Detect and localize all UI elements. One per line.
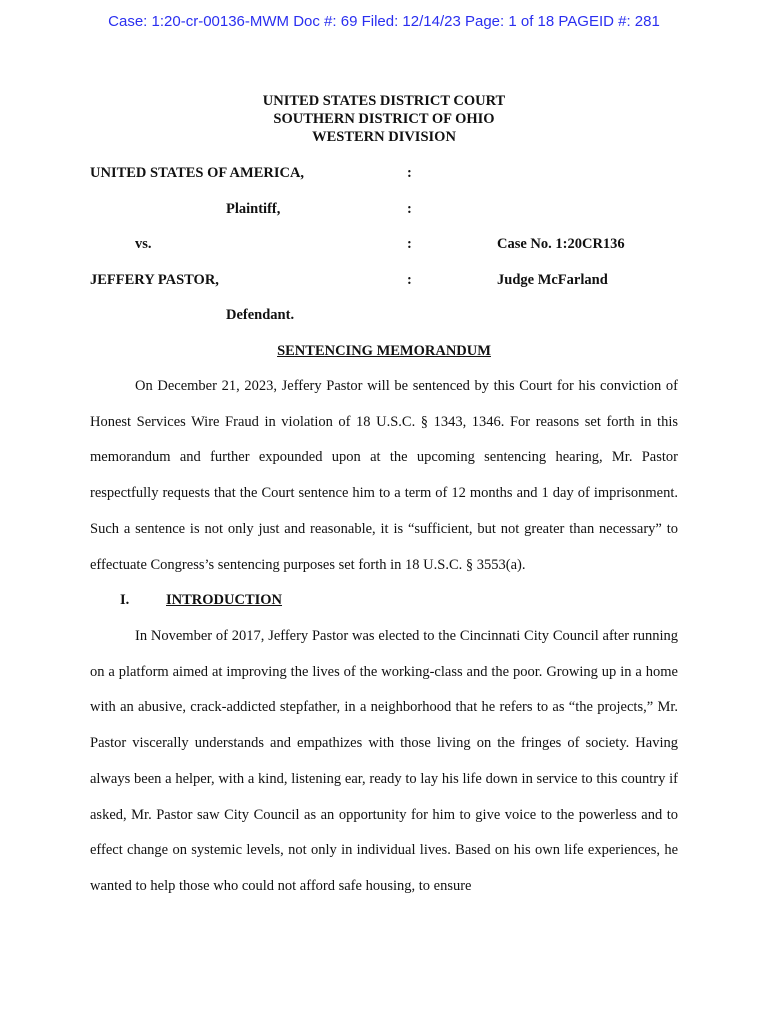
court-district: SOUTHERN DISTRICT OF OHIO [273,111,495,127]
versus-label: vs. [135,236,152,252]
section-title: INTRODUCTION [166,592,283,608]
section-number: I. [120,592,130,608]
case-number: Case No. 1:20CR136 [497,236,625,252]
defendant-name: JEFFERY PASTOR, [90,272,219,288]
defendant-role: Defendant. [226,307,295,323]
court-name: UNITED STATES DISTRICT COURT [262,93,506,109]
plaintiff-name: UNITED STATES OF AMERICA, [90,165,305,181]
section-paragraph: In November of 2017, Jeffery Pastor was elected to the Cincinnati City Council after running on a platform aimed at improving the lives of the working-class and the poor. Growing up in a home with an abusive, crack-addicted stepfather, in a neighborhood that he refers to as “the projects,” Mr. Pastor viscerally understands and empathizes with those living on the fringes of society. Having always been a helper, with a kind, listening ear, ready to lay his life down in service to this country if asked, Mr. Pastor saw City Council as an opportunity for him to give voice to the powerless and to effect change on systemic levels, not only in individual lives. Based on his own life experiences, he wanted to help those who could not afford safe housing, to ensure [90,628,678,894]
caption-separator: : [407,165,412,181]
intro-paragraph: On December 21, 2023, Jeffery Pastor will be sentenced by this Court for his conviction of Honest Services Wire Fraud in violation of 18 U.S.C. § 1343, 1346. For reasons set forth in this memorandum and further expounded upon at the upcoming sentencing hearing, Mr. Pastor respectfully requests that the Court sentence him to a term of 12 months and 1 day of imprisonment. Such a sentence is not only just and reasonable, it is “sufficient, but not greater than necessary” to effectuate Congress’s sentencing purposes set forth in 18 U.S.C. § 3553(a). [90,378,678,573]
court-division: WESTERN DIVISION [312,129,456,145]
filing-stamp: Case: 1:20-cr-00136-MWM Doc #: 69 Filed: 12/14/23 Page: 1 of 18 PAGEID #: 281 [108,13,660,30]
caption-separator: : [407,236,412,252]
court-heading [0,92,768,146]
caption-separator: : [407,201,412,217]
judge-name: Judge McFarland [497,272,608,288]
caption-separator: : [407,272,412,288]
plaintiff-role: Plaintiff, [226,201,281,217]
document-title: SENTENCING MEMORANDUM [277,343,491,359]
